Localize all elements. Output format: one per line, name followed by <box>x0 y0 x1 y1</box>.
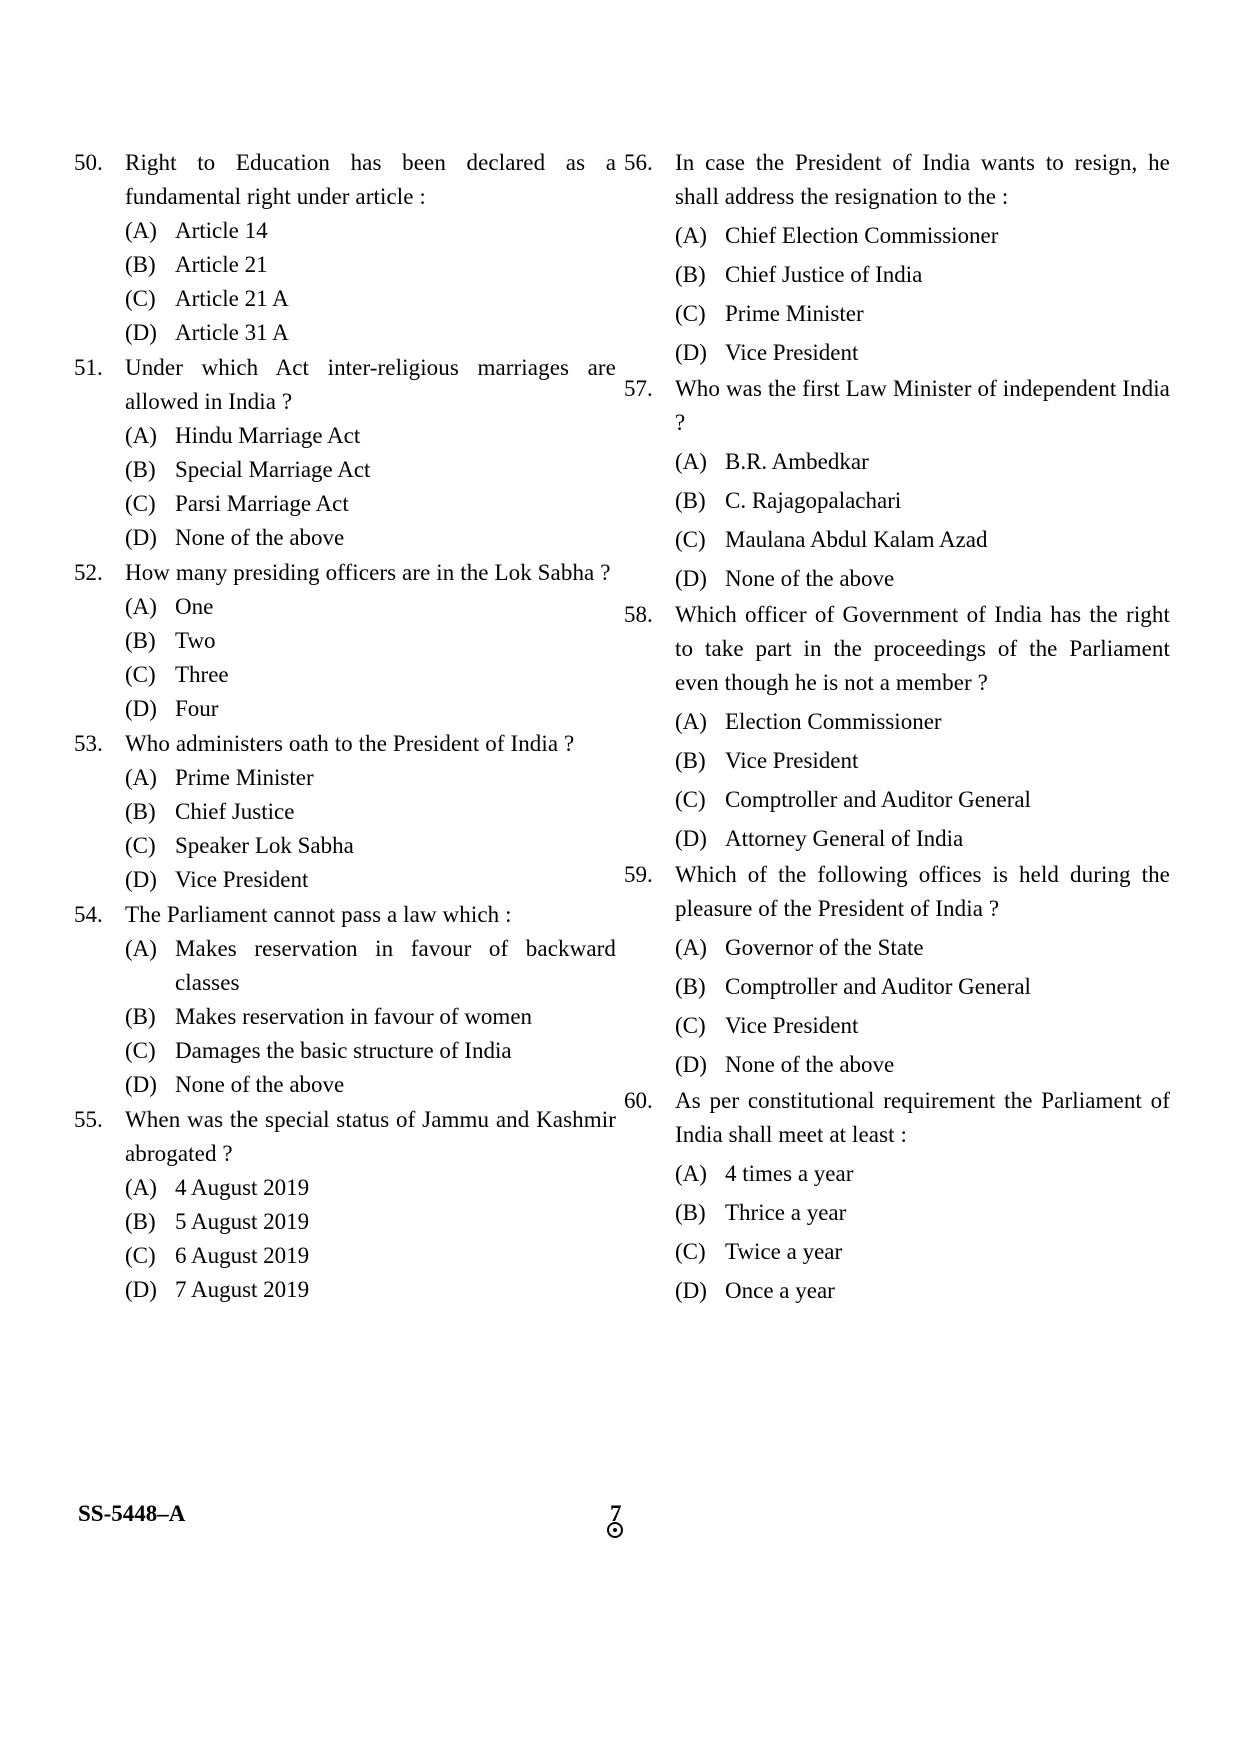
question-text: When was the special status of Jammu and Kashmir abrogated ? <box>125 1107 616 1166</box>
option-text: C. Rajagopalachari <box>725 488 902 513</box>
option-label: (A) <box>125 936 157 961</box>
option-text: Prime Minister <box>725 301 864 326</box>
option-text: None of the above <box>725 566 895 591</box>
option-label: (D) <box>675 340 707 365</box>
option-label: (A) <box>125 594 157 619</box>
option-label: (B) <box>125 799 156 824</box>
option-label: (A) <box>125 1175 157 1200</box>
option-text: Comptroller and Auditor General <box>725 787 1031 812</box>
option-text: Article 31 A <box>175 320 289 345</box>
option-c <box>125 1239 616 1273</box>
option-text: Twice a year <box>725 1239 843 1264</box>
option-label: (D) <box>125 867 157 892</box>
paper-code: SS-5448–A <box>78 1501 186 1526</box>
option-label: (D) <box>125 320 157 345</box>
question-54 <box>74 898 616 1102</box>
option-label: (D) <box>675 1278 707 1303</box>
question-text: As per constitutional requirement the Parliament of India shall meet at least : <box>675 1088 1170 1147</box>
option-b <box>675 744 1170 778</box>
option-text: Attorney General of India <box>725 826 964 851</box>
option-label: (C) <box>125 1038 156 1063</box>
question-60 <box>624 1084 1170 1308</box>
option-text: Governor of the State <box>725 935 924 960</box>
option-c <box>125 487 616 521</box>
option-b <box>675 258 1170 292</box>
option-label: (B) <box>675 748 706 773</box>
option-label: (C) <box>125 286 156 311</box>
option-a <box>125 590 616 624</box>
option-label: (B) <box>125 1209 156 1234</box>
option-text: Comptroller and Auditor General <box>725 974 1031 999</box>
question-number: 57. <box>624 376 653 401</box>
option-text: Once a year <box>725 1278 835 1303</box>
option-d <box>125 692 616 726</box>
option-a <box>125 419 616 453</box>
option-c <box>675 1009 1170 1043</box>
option-text: 5 August 2019 <box>175 1209 310 1234</box>
option-b <box>125 795 616 829</box>
option-text: Chief Election Commissioner <box>725 223 999 248</box>
option-d <box>125 521 616 555</box>
option-label: (D) <box>675 1052 707 1077</box>
question-number: 60. <box>624 1088 653 1113</box>
option-b <box>125 1205 616 1239</box>
option-c <box>125 829 616 863</box>
option-label: (A) <box>125 765 157 790</box>
option-label: (D) <box>125 1072 157 1097</box>
option-text: Vice President <box>725 748 859 773</box>
option-d <box>675 336 1170 370</box>
question-text: Which of the following offices is held during the pleasure of the President of India ? <box>675 862 1170 921</box>
option-c <box>125 282 616 316</box>
question-55 <box>74 1103 616 1307</box>
option-b <box>125 1000 616 1034</box>
option-text: Chief Justice of India <box>725 262 923 287</box>
option-text: Two <box>175 628 216 653</box>
option-label: (C) <box>675 1239 706 1264</box>
option-b <box>675 970 1170 1004</box>
option-b <box>125 248 616 282</box>
option-label: (A) <box>675 223 707 248</box>
option-label: (B) <box>125 252 156 277</box>
option-b <box>125 453 616 487</box>
question-text: Right to Education has been declared as a fundamental right under article : <box>125 150 616 209</box>
question-text: Which officer of Government of India has the right to take part in the proceedings of the Parliament even though he is not a member ? <box>675 602 1170 695</box>
option-d <box>125 316 616 350</box>
option-text: Four <box>175 696 219 721</box>
option-c <box>675 523 1170 557</box>
option-d <box>125 1273 616 1307</box>
option-label: (A) <box>675 449 707 474</box>
option-d <box>125 863 616 897</box>
option-label: (C) <box>125 833 156 858</box>
option-text: 4 times a year <box>725 1161 854 1186</box>
option-label: (D) <box>675 826 707 851</box>
option-text: Makes reservation in favour of women <box>175 1004 533 1029</box>
option-a <box>675 1157 1170 1191</box>
question-text: How many presiding officers are in the Lok Sabha ? <box>125 560 611 585</box>
option-text: None of the above <box>725 1052 895 1077</box>
option-a <box>125 932 616 1000</box>
option-label: (A) <box>675 1161 707 1186</box>
question-57 <box>624 372 1170 596</box>
option-c <box>125 1034 616 1068</box>
right-column <box>624 146 1170 1310</box>
option-a <box>675 931 1170 965</box>
option-text: Election Commissioner <box>725 709 942 734</box>
option-a <box>675 705 1170 739</box>
option-text: Article 14 <box>175 218 268 243</box>
question-number: 58. <box>624 602 653 627</box>
option-d <box>675 1274 1170 1308</box>
option-label: (C) <box>125 491 156 516</box>
option-text: Article 21 A <box>175 286 289 311</box>
option-text: One <box>175 594 214 619</box>
option-d <box>675 822 1170 856</box>
option-label: (B) <box>675 488 706 513</box>
option-label: (B) <box>675 262 706 287</box>
option-text: Article 21 <box>175 252 268 277</box>
option-label: (B) <box>675 1200 706 1225</box>
option-d <box>675 562 1170 596</box>
option-text: Three <box>175 662 229 687</box>
option-text: B.R. Ambedkar <box>725 449 869 474</box>
option-label: (D) <box>125 1277 157 1302</box>
option-a <box>675 219 1170 253</box>
option-label: (D) <box>125 696 157 721</box>
question-text: Who administers oath to the President of India ? <box>125 731 575 756</box>
option-text: None of the above <box>175 525 345 550</box>
option-text: Vice President <box>725 1013 859 1038</box>
question-number: 52. <box>74 560 103 585</box>
option-c <box>675 1235 1170 1269</box>
option-text: Hindu Marriage Act <box>175 423 361 448</box>
option-a <box>125 214 616 248</box>
option-label: (B) <box>675 974 706 999</box>
question-text: Who was the first Law Minister of independent India ? <box>675 376 1170 435</box>
question-number: 56. <box>624 150 653 175</box>
option-label: (C) <box>675 787 706 812</box>
question-text: Under which Act inter-religious marriages are allowed in India ? <box>125 355 616 414</box>
option-text: 4 August 2019 <box>175 1175 310 1200</box>
option-text: None of the above <box>175 1072 345 1097</box>
question-59 <box>624 858 1170 1082</box>
option-text: 6 August 2019 <box>175 1243 310 1268</box>
option-a <box>675 445 1170 479</box>
option-text: Speaker Lok Sabha <box>175 833 354 858</box>
option-b <box>125 624 616 658</box>
question-number: 54. <box>74 902 103 927</box>
question-50 <box>74 146 616 350</box>
option-c <box>675 297 1170 331</box>
question-text: The Parliament cannot pass a law which : <box>125 902 512 927</box>
option-label: (D) <box>675 566 707 591</box>
option-text: Vice President <box>175 867 309 892</box>
option-text: 7 August 2019 <box>175 1277 310 1302</box>
question-number: 51. <box>74 355 103 380</box>
question-52 <box>74 556 616 726</box>
question-number: 53. <box>74 731 103 756</box>
option-label: (D) <box>125 525 157 550</box>
option-label: (A) <box>125 218 157 243</box>
option-label: (C) <box>125 1243 156 1268</box>
option-b <box>675 484 1170 518</box>
option-label: (A) <box>125 423 157 448</box>
option-text: Thrice a year <box>725 1200 847 1225</box>
option-a <box>125 761 616 795</box>
registration-mark-icon <box>607 1522 623 1538</box>
question-58 <box>624 598 1170 856</box>
question-51 <box>74 351 616 555</box>
option-b <box>675 1196 1170 1230</box>
question-53 <box>74 727 616 897</box>
question-number: 50. <box>74 150 103 175</box>
option-text: Parsi Marriage Act <box>175 491 349 516</box>
option-label: (C) <box>675 301 706 326</box>
page-number: 7 <box>610 1501 622 1526</box>
option-d <box>125 1068 616 1102</box>
question-text: In case the President of India wants to resign, he shall address the resignation to the : <box>675 150 1170 209</box>
option-text: Makes reservation in favour of backward classes <box>175 936 616 995</box>
option-label: (B) <box>125 1004 156 1029</box>
option-text: Special Marriage Act <box>175 457 371 482</box>
option-c <box>675 783 1170 817</box>
option-label: (A) <box>675 935 707 960</box>
option-label: (C) <box>125 662 156 687</box>
question-56 <box>624 146 1170 370</box>
option-label: (B) <box>125 628 156 653</box>
option-label: (B) <box>125 457 156 482</box>
question-number: 59. <box>624 862 653 887</box>
option-d <box>675 1048 1170 1082</box>
option-text: Vice President <box>725 340 859 365</box>
option-a <box>125 1171 616 1205</box>
option-c <box>125 658 616 692</box>
option-text: Maulana Abdul Kalam Azad <box>725 527 988 552</box>
option-label: (C) <box>675 527 706 552</box>
option-text: Chief Justice <box>175 799 295 824</box>
option-label: (A) <box>675 709 707 734</box>
left-column <box>74 146 616 1308</box>
option-text: Prime Minister <box>175 765 314 790</box>
option-label: (C) <box>675 1013 706 1038</box>
option-text: Damages the basic structure of India <box>175 1038 512 1063</box>
question-number: 55. <box>74 1107 103 1132</box>
